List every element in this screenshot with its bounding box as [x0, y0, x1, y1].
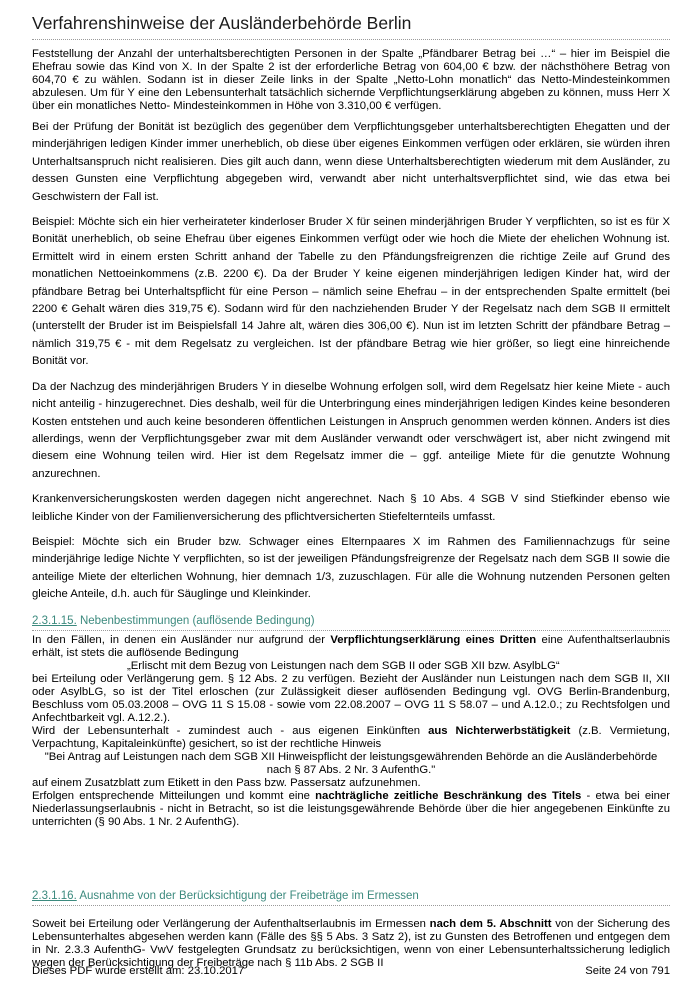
text-block: auf einem Zusatzblatt zum Etikett in den Pass bzw. Passersatz aufzunehmen. [32, 776, 421, 789]
page-footer [32, 965, 670, 977]
page-title: Verfahrenshinweise der Ausländerbehörde Berlin [32, 13, 670, 40]
section-number-link[interactable]: 2.3.1.15. [32, 614, 77, 627]
text-block: In den Fällen, in denen ein Ausländer nur aufgrund der Verpflichtungserklärung eines Dritten eine Aufenthaltserlaubnis erhält, ist stets die auflösende Bedingung [32, 633, 670, 659]
paragraph-beispiel-schwager: Beispiel: Möchte sich ein Bruder bzw. Schwager eines Elternpaares X im Rahmen des Familiennachzugs für seine minderjährige ledige Nichte Y verpflichten, so ist der jeweiligen Pfändungsfreigrenze der Regelsatz nach dem SGB II sowie die anteilige Miete der elterlichen Wohnung, hier demnach 1/3, zuzuschlagen. Für alle die Wohnung nutzenden Personen gelten gleiche Anteile, d.h. auch für Säuglinge und Kleinkinder. [32, 535, 670, 601]
section-heading-text: Nebenbestimmungen (auflösende Bedingung) [79, 614, 315, 627]
section-heading-freibetraege [32, 889, 670, 906]
text-block: Soweit bei Erteilung oder Verlängerung der Aufenthaltserlaubnis im Ermessen nach dem 5. Abschnitt von der Sicherung des Lebensunterhaltes abgesehen werden kann (Fälle des §§ 5 Abs. 3 Satz 2), ist zu Gunsten des Betroffenen und entgegen dem in Nr. 2.3.3 AufenthG- VwV festgelegten Grundsatz zu berücksichtigen, wenn von einer Lebensunterhaltssicherung lediglich wegen der Berücksichtigung der Freibeträge nach § 11b Abs. 2 SGB II [32, 917, 670, 969]
text-block: Erfolgen entsprechende Mitteilungen und kommt eine nachträgliche zeitliche Beschränkung des Titels - etwa bei einer Niederlassungserlaubnis - nicht in Betracht, so ist die leistungsgewährende Behörde über die hier angegebenen Einkünfte zu unterrichten (§ 90 Abs. 1 Nr. 2 AufenthG). [32, 789, 671, 828]
paragraph-beispiel-bruder: Beispiel: Möchte sich ein hier verheirateter kinderloser Bruder X für seinen minderjährigen Bruder Y verpflichten, so ist es für X Bonität unerheblich, ob seine Ehefrau über eigenes Einkommen verfügt oder wie hoch die Miete der ehelichen Wohnung ist. Ermittelt wird in einem ersten Schritt anhand der Tabelle zu den Pfändungsfreigrenzen die richtige Zeile auf Grund des monatlichen Nettoeinkommens (z.B. 2200 €). Da der Bruder Y keine eigenen minderjährigen ledigen Kinder hat, wird der pfändbare Betrag bei Unterhaltspflicht für eine Person – nämlich seine Ehefrau – in der entsprechenden Spalte ermittelt (bei 2200 € Gehalt wären dies 319,75 €). Sodann wird für den nachziehenden Bruder Y der Regelsatz nach dem SGB II ermittelt (unterstellt der Bruder ist im Beispielsfall 14 Jahre alt, wären dies 306,00 €). Nun ist im letzten Schritt der pfändbare Betrag – nämlich 319,75 € - mit dem Regelsatz zu vergleichen. Ist der pfändbare Betrag wie hier größer, so liegt eine hinreichende Bonität vor. [32, 216, 670, 368]
paragraph-pfaendbarer-betrag: Feststellung der Anzahl der unterhaltsberechtigten Personen in der Spalte „Pfändbarer Betrag bei …“ – hier im Beispiel die Ehefrau sowie das Kind von X. In der Spalte 2 ist der erforderliche Betrag von 604,00 € bzw. der nächsthöhere Betrag von 604,70 € zu wählen. Sodann ist in dieser Zeile links in der Spalte „Netto-Lohn monatlich“ das Netto-Mindesteinkommen abzulesen. Um für Y eine den Lebensunterhalt tatsächlich sichernde Verpflichtungserklärung abgeben zu können, muss Herr X über ein monatliches Netto- Mindesteinkommen in Höhe von 3.310,00 € verfügen. [32, 48, 670, 112]
paragraph-nachzug: Da der Nachzug des minderjährigen Bruders Y in dieselbe Wohnung erfolgen soll, wird dem Regelsatz hier keine Miete - auch nicht anteilig - hinzugerechnet. Dies deshalb, weil für die Unterbringung eines minderjährigen ledigen Kindes keine besonderen Kosten entstehen und auch keine besonderen öffentlichen Leistungen in Anspruch genommen werden können. Anders ist dies allerdings, wenn der Verpflichtungsgeber zwar mit dem Ausländer verwandt oder verschwägert ist, aber nicht zwingend mit diesem eine Wohnung teilen wird. Hier ist dem Regelsatz immer die – ggf. anteilige Miete für die genutzte Wohnung anzurechnen. [32, 380, 670, 480]
paragraph-krankenversicherung: Krankenversicherungskosten werden dagegen nicht angerechnet. Nach § 10 Abs. 4 SGB V sind Stiefkinder ebenso wie leibliche Kinder von der Familienversicherung des pflichtversicherten Stiefelternteils umfasst. [32, 493, 670, 523]
footer-page-number: Seite 24 von 791 [585, 965, 670, 977]
section-number-link[interactable]: 2.3.1.16. [32, 889, 77, 902]
section-heading-nebenbestimmungen [32, 614, 670, 631]
text-block: Wird der Lebensunterhalt - zumindest auch - aus eigenen Einkünften aus Nichterwerbstätigkeit (z.B. Vermietung, Verpachtung, Kapitaleinkünfte) gesichert, so ist der rechtliche Hinweis [32, 724, 670, 750]
quote-aufloesende-bedingung: „Erlischt mit dem Bezug von Leistungen nach dem SGB II oder SGB XII bzw. AsylbLG“ [127, 659, 560, 672]
section-heading-text: Ausnahme von der Berücksichtigung der Freibeträge im Ermessen [79, 889, 419, 902]
text-block: bei Erteilung oder Verlängerung gem. § 12 Abs. 2 zu verfügen. Bezieht der Ausländer nun Leistungen nach dem SGB II, XII oder AsylbLG, so ist der Titel erloschen (zur Zulässigkeit dieser auflösenden Bedingung vgl. OVG Berlin-Brandenburg, Beschluss vom 05.03.2008 – OVG 11 S 15.08 - sowie vom 22.08.2007 – OVG 11 S 58.07 – und A.12.0.; zu Rechtsfolgen und Anfechtbarkeit vgl. A.12.2.). [32, 672, 670, 724]
document-page [32, 0, 670, 970]
quote-hinweispflicht: "Bei Antrag auf Leistungen nach dem SGB XII Hinweispflicht der leistungsgewährenden Behörde an die Ausländerbehörde nach § 87 Abs. 2 Nr. 3 AufenthG." [44, 750, 658, 776]
paragraph-bonitaet: Bei der Prüfung der Bonität ist bezüglich des gegenüber dem Verpflichtungsgeber unterhaltsberechtigten Ehegatten und der minderjährigen ledigen Kinder immer unerheblich, ob diese über eigenes Einkommen verfügen oder erklären, sie würden ihren Unterhaltsanspruch nicht realisieren. Dies gilt auch dann, wenn diese Unterhaltsberechtigten wiederum mit dem Ausländer, zu dessen Gunsten eine Verpflichtung abgegeben wird, verwandt aber nicht unterhaltsverpflichtet sind, wie das etwa bei Geschwistern der Fall ist. [32, 121, 670, 203]
footer-created-date: Dieses PDF wurde erstellt am: 23.10.2017 [32, 965, 245, 977]
section-body-nebenbestimmungen [32, 634, 670, 829]
